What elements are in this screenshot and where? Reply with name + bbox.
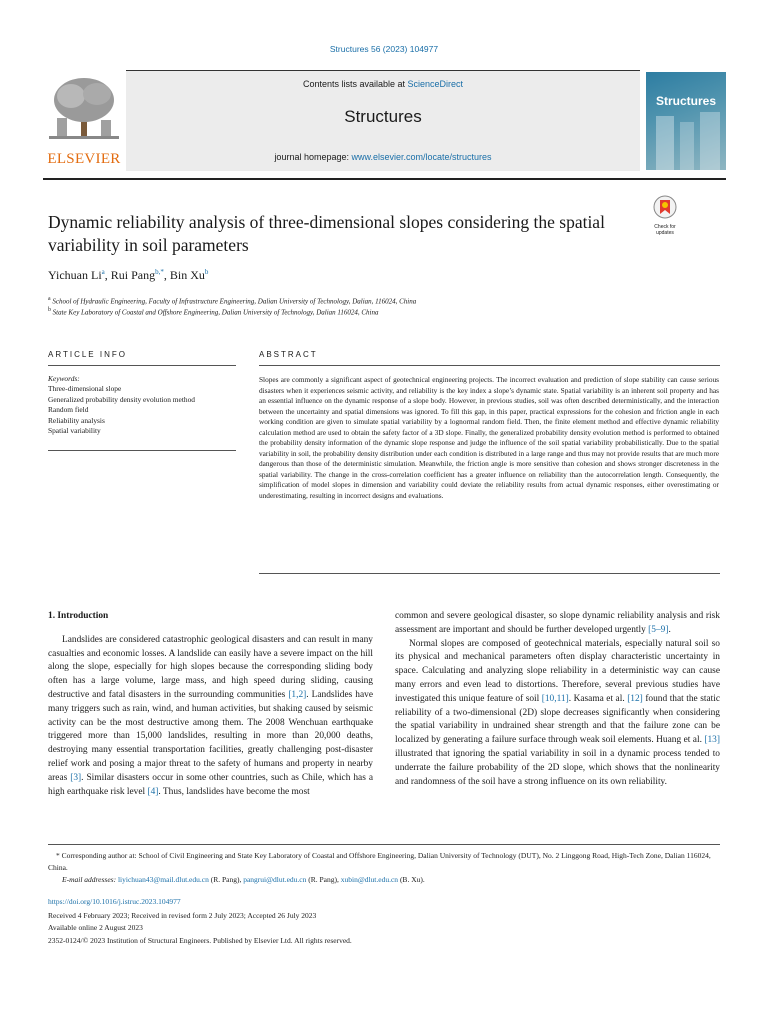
elsevier-logo[interactable] <box>43 74 125 170</box>
keyword: Spatial variability <box>48 426 101 436</box>
keywords-bottom-rule <box>48 450 236 451</box>
citation-link[interactable]: [3] <box>70 772 82 783</box>
paragraph-text: . Landslides have many triggers such as rain, wind, and human activities, but shaking caused by seismic activity can be the most destructive among them. The 2008 Wenchuan earthquake triggered more than 15,000 landslides, resulting in more than 20,000 deaths, destroying many essential transportation facilities, greatly challenging post-disaster relief work and posing a major threat to the safety of humans and property in nearby areas <box>48 689 373 783</box>
keyword: Reliability analysis <box>48 415 105 425</box>
header-rule <box>43 178 726 180</box>
elsevier-wordmark: ELSEVIER <box>47 151 121 167</box>
intro-right-column <box>395 610 720 789</box>
article-info-heading: ARTICLE INFO <box>48 350 127 359</box>
paragraph-text: . Thus, landslides have become the most <box>158 786 310 797</box>
affiliation <box>48 296 708 305</box>
citation-link[interactable]: [1,2] <box>288 689 307 700</box>
intro-paragraph <box>395 610 720 638</box>
email-owner: (R. Pang), <box>208 875 244 884</box>
citation-link[interactable]: [13] <box>704 735 720 746</box>
received-dates: Received 4 February 2023; Received in revised form 2 July 2023; Accepted 26 July 2023 <box>48 911 317 920</box>
citation-link[interactable]: [10,11] <box>541 693 569 704</box>
homepage-link[interactable]: www.elsevier.com/locate/structures <box>351 152 492 162</box>
affiliation-sup: b <box>48 307 51 313</box>
keywords-label: Keywords: <box>48 374 80 383</box>
paragraph-text: common and severe geological disaster, so slope dynamic reliability analysis and risk assessment are important and should be further developed urgently <box>395 611 720 635</box>
paragraph-text: . <box>668 624 671 635</box>
online-date: Available online 2 August 2023 <box>48 923 143 932</box>
section-heading: 1. Introduction <box>48 611 109 621</box>
email-label: E-mail addresses: <box>62 875 118 884</box>
affiliation-text: State Key Laboratory of Coastal and Offshore Engineering, Dalian University of Technology, Dalian 116024, China <box>52 308 379 317</box>
article-title: Dynamic reliability analysis of three-dimensional slopes considering the spatial variability in soil parameters <box>48 212 605 255</box>
sciencedirect-link[interactable]: ScienceDirect <box>407 79 464 89</box>
paragraph-text: . Kasama et al. <box>568 693 628 704</box>
cover-shape <box>700 112 720 170</box>
keywords-block <box>48 374 228 436</box>
doi-link[interactable]: https://doi.org/10.1016/j.istruc.2023.104977 <box>48 897 181 906</box>
footnote-rule <box>48 844 720 845</box>
homepage-prefix: journal homepage: <box>274 152 352 162</box>
contents-prefix: Contents lists available at <box>302 79 408 89</box>
tree-logo-icon <box>43 74 125 144</box>
abstract-heading: ABSTRACT <box>259 350 318 359</box>
email-line <box>62 874 734 886</box>
email-link[interactable]: liyichuan43@mail.dlut.edu.cn <box>117 875 209 884</box>
affiliation-text: School of Hydraulic Engineering, Faculty of Infrastructure Engineering, Dalian University of Technology, Dalian, 116024, China <box>52 297 417 306</box>
author-name[interactable]: Rui Pang <box>110 268 156 282</box>
paragraph-text: Normal slopes are composed of geotechnical materials, especially natural soil so its physical and mechanical parameters often display characteristic uncertainty in space. Calculating and analyzing slope reliability in a deterministic way can cause many errors and even lead to distortions. Therefore, several previous studies have investigated this unique feature of soil <box>395 638 720 704</box>
keyword: Random field <box>48 405 89 415</box>
author-sup[interactable]: a <box>101 268 105 276</box>
email-list <box>118 875 425 884</box>
cover-title: Structures <box>655 94 717 108</box>
journal-header <box>43 70 726 174</box>
paragraph-text: found that the static reliability of a two-dimensional (2D) slope decreases significantly when considering the spatial variability in undrained shear strength and that the failure zone can be localized by generating a failure surface through weak soil elements. Huang et al. <box>395 693 720 746</box>
affiliation <box>48 307 708 316</box>
affiliation-sup: a <box>48 296 51 302</box>
cover-shape <box>680 122 694 170</box>
check-updates-icon <box>653 195 677 219</box>
intro-paragraph <box>48 634 373 800</box>
paragraph-text: Landslides are considered catastrophic geological disasters and can result in many casualties and economic losses. A landslide can easily have a severe impact on the hill along the slope, especially for high slopes because the corresponding sliding body often has a large volume, large mass, and high speed during sliding, causing destructive and fatal disasters in the surrounding communities <box>48 634 373 700</box>
journal-banner <box>126 70 640 171</box>
email-link[interactable]: pangrui@dlut.edu.cn <box>243 875 307 884</box>
contents-line <box>126 79 640 89</box>
corresponding-author-note: * Corresponding author at: School of Civil Engineering and State Key Laboratory of Coastal and Offshore Engineering, Dalian University of Technology (DUT), No. 2 Linggong Road, High-Tech Zone, Dalian 116024, China. <box>48 851 711 872</box>
email-owner: (B. Xu). <box>398 875 425 884</box>
author-list: Yichuan Li$^a$, Rui Pang$^{b,*}$, Bin Xu$^b$ <box>48 268 209 282</box>
paragraph-text: . Similar disasters occur in some other countries, such as Chile, which has a high earthquake risk level <box>48 772 373 797</box>
check-updates-label: Check for updates <box>654 224 676 236</box>
author-name[interactable]: Yichuan Li <box>48 268 102 282</box>
info-rule <box>48 365 236 366</box>
intro-left-column <box>48 610 373 799</box>
email-owner: (R. Pang), <box>306 875 341 884</box>
author-sup[interactable]: b <box>204 268 209 276</box>
author-sup[interactable]: b,* <box>155 268 164 276</box>
author-name[interactable]: Bin Xu <box>169 268 205 282</box>
journal-homepage <box>126 152 640 162</box>
abstract-rule <box>259 365 720 366</box>
abstract-bottom-rule <box>259 573 720 574</box>
citation-link[interactable]: [12] <box>627 693 643 704</box>
copyright-line: 2352-0124/© 2023 Institution of Structural Engineers. Published by Elsevier Ltd. All rights reserved. <box>48 936 352 945</box>
intro-paragraph <box>395 638 720 790</box>
citation-link[interactable]: [4] <box>147 786 159 797</box>
citation-link[interactable]: [5–9] <box>648 624 669 635</box>
email-link[interactable]: xubin@dlut.edu.cn <box>340 875 399 884</box>
journal-cover[interactable] <box>646 72 726 170</box>
keyword: Generalized probability density evolution method <box>48 394 195 404</box>
check-for-updates-badge[interactable] <box>647 195 683 236</box>
abstract-text: Slopes are commonly a significant aspect of geotechnical engineering projects. The incorrect evaluation and prediction of slope stability can cause serious disasters when it experiences seismic activity, and reliability is the key index a slope’s dynamic state. Spatial variability is an inherent soil property and has an essential influence on the dynamic response of a slope body. However, in previous studies, soil was often described deterministically, and the interaction between the uncertainty and spatial dimensions was ignored. To fill this gap, in this paper, practical expressions for the cohesion and friction angle in each working condition are given to simulate spatial variability by a lognormal random field. Then, the finite element method and effective dynamic reliability calculation method are used to obtain the safety factor of a 3D slope. Finally, the generalized probability density evolution method is performed to obtained the probability density information of the dynamic slope response and judge the influence of the soil spatial variability probabilistically. Due to the spatial variability in soil, the probability density distribution under each condition is distributed in a large range and thus may not provide results that are much more dangerous than those of the deterministic simulation. Meanwhile, the friction angle is more sensitive than cohesion and shows stronger discreteness in the spatial variability. The change in the cross-correlation coefficient has a greater influence on reliability than the autocorrelation length. Consequently, the simplification of model slopes in dimension and variability could deviate the reliability results from actual dynamic responses, either overestimating or underestimating, resulting in incorrect designs and evaluations. <box>259 375 719 500</box>
cover-shape <box>656 116 674 170</box>
journal-title: Structures <box>344 107 422 126</box>
keyword: Three-dimensional slope <box>48 384 122 394</box>
paragraph-text: illustrated that ignoring the spatial variability in soil in a dynamic process tended to underrate the failure probability of the 2D slope, which shows that the nonlinearity and randomness of the soil have a strong influence on its own reliability. <box>395 748 720 787</box>
journal-citation[interactable]: Structures 56 (2023) 104977 <box>329 44 439 54</box>
